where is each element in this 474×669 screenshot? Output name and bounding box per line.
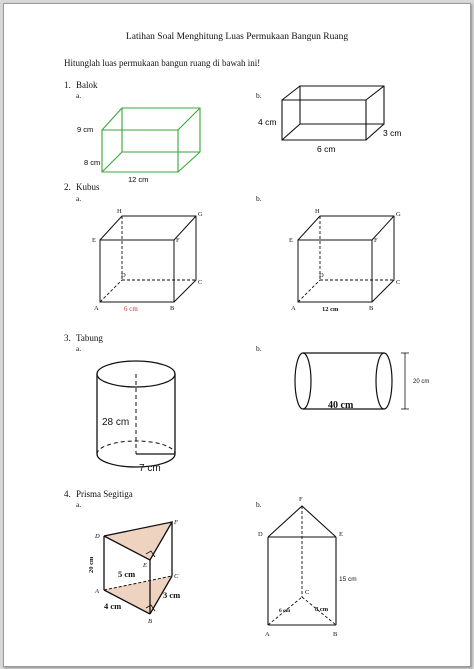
balok-b-edge [366,86,384,100]
kubus-a-vertex-c: C [198,279,203,286]
tabung-b-diameter-label: 20 cm [413,379,430,385]
kubus-b-vertex-f: F [374,237,378,244]
balok-a-edge [102,108,122,130]
section-2-title: Kubus [76,182,100,192]
section-4-sub-b: b. [256,500,262,509]
tabung-a-height-label: 28 cm [102,417,130,428]
section-2-sub-a: a. [76,194,82,203]
section-2-number: 2. [64,182,71,192]
kubus-b-top-right [298,216,394,302]
section-2-sub-b: b. [256,194,262,203]
balok-a-edge [102,152,122,172]
prisma-b-leg-a-label: 6 cm [279,608,291,614]
prisma-a-vertex-c: C [174,573,179,580]
balok-b-width-label: 3 cm [383,128,402,138]
kubus-a-vertex-h: H [117,208,122,215]
balok-b-edge [282,124,300,140]
prisma-b-height-label: 15 cm [339,576,357,583]
kubus-a-front-face [100,240,174,302]
kubus-a-vertex-g: G [198,211,203,218]
section-4-title: Prisma Segitiga [76,489,133,499]
kubus-b-vertex-c: C [396,279,401,286]
prisma-a-leg-a-label: 5 cm [118,569,136,579]
tabung-a-bottom-front [97,454,175,467]
section-4-number: 4. [64,489,71,499]
section-3-number: 3. [64,333,71,343]
kubus-a-hidden-edge [100,280,122,302]
tabung-b-length-label: 40 cm [328,400,354,411]
balok-b-height-label: 4 cm [258,117,277,127]
prisma-a-vertex-f: F [174,519,178,526]
tabung-b-right-ellipse [376,353,392,409]
kubus-b-vertex-b: B [369,305,374,312]
section-3-sub-b: b. [256,344,262,353]
balok-a-edge [178,152,200,172]
kubus-b-vertex-e: E [289,237,293,244]
section-3-title: Tabung [76,333,103,343]
kubus-a-vertex-a: A [94,305,99,312]
prisma-a-vertex-e: E [143,562,147,569]
kubus-b-vertex-d: D [319,272,324,279]
prisma-b-vertex-d: D [258,531,263,538]
balok-a-front-face [102,130,178,172]
kubus-a-top-right [100,216,196,302]
balok-a-height-label: 9 cm [77,125,94,134]
balok-b-back-face [300,86,384,124]
balok-b-front-face [282,100,366,140]
kubus-a-vertex-b: B [170,305,175,312]
balok-a-length-label: 12 cm [128,175,149,184]
section-1-number: 1. [64,80,71,90]
prisma-b-vertex-c: C [305,589,310,596]
section-4-sub-a: a. [76,500,82,509]
balok-a-width-label: 8 cm [84,158,101,167]
instruction-text: Hitunglah luas permukaan bangun ruang di bawah ini! [64,58,261,68]
balok-a-edge [178,108,200,130]
balok-b-length-label: 6 cm [317,144,336,154]
kubus-a-vertex-d: D [121,272,126,279]
balok-b-edge [282,86,300,100]
section-1-sub-a: a. [76,91,82,100]
kubus-b-front-face [298,240,372,302]
prisma-a-vertex-d: D [95,533,100,540]
kubus-b-vertex-a: A [291,305,296,312]
prisma-a-leg-b-label: 4 cm [104,601,122,611]
kubus-a-vertex-e: E [92,237,96,244]
kubus-b-vertex-g: G [396,211,401,218]
page-title: Latihan Soal Menghitung Luas Permukaan Bangun Ruang [125,32,349,42]
prisma-b-vertex-b: B [333,631,338,638]
prisma-a-vertex-a: A [95,588,99,595]
tabung-b-left-ellipse [295,353,311,409]
tabung-a-radius-label: 7 cm [139,463,161,474]
section-3-sub-a: a. [76,344,82,353]
prisma-b-vertex-e: E [339,531,343,538]
prisma-a-vertex-b: B [148,618,152,625]
prisma-a-leg-c-label: 3 cm [163,590,181,600]
kubus-b-side-label: 12 cm [322,306,339,313]
prisma-a-height-label: 20 cm [88,556,95,573]
balok-b-edge [366,124,384,140]
kubus-a-side-label: 6 cm [124,305,138,313]
prisma-b-vertex-f: F [299,496,303,503]
prisma-b-vertex-a: A [265,631,270,638]
section-1-sub-b: b. [256,91,262,100]
prisma-b-leg-b-label: 8 cm [315,606,329,613]
section-1-title: Balok [76,80,98,90]
kubus-b-hidden-edge [298,280,320,302]
kubus-a-vertex-f: F [176,237,180,244]
kubus-b-vertex-h: H [315,208,320,215]
